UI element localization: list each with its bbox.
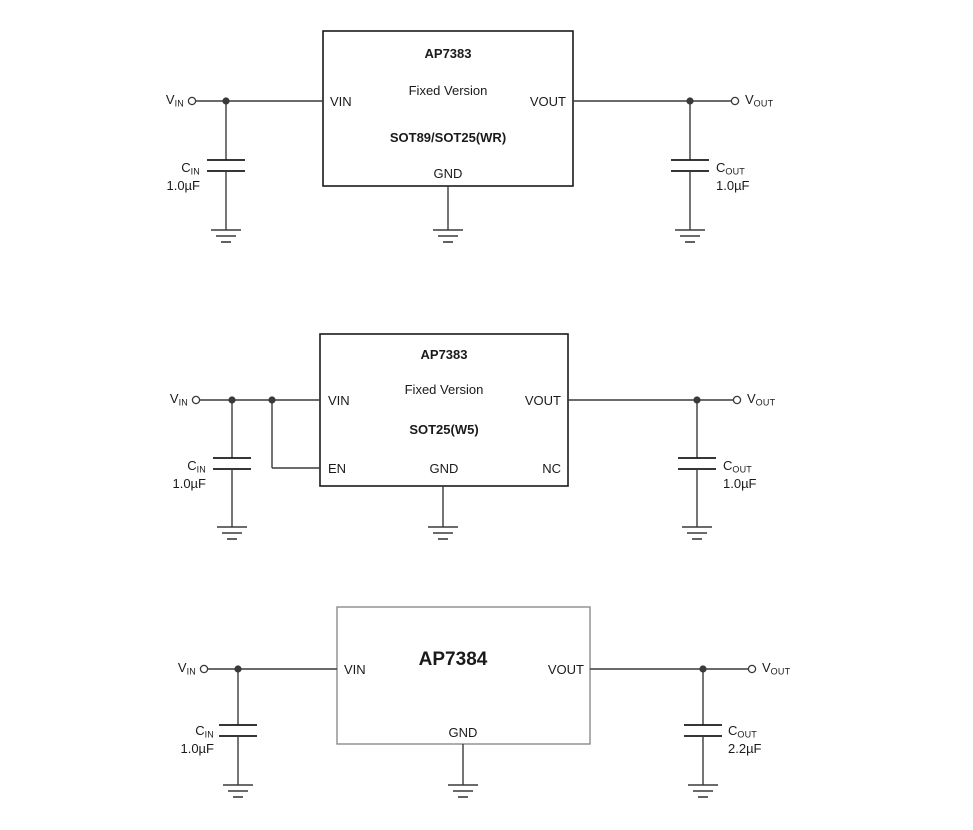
- cap-cin-name-sub-1: IN: [190, 166, 200, 177]
- node-vout-sub-2: OUT: [755, 397, 776, 408]
- node-vout-text-3: V: [762, 660, 771, 675]
- terminal-vin-2: [192, 396, 199, 403]
- cap-cin-name-sub-2: IN: [196, 464, 206, 475]
- cap-cout-value-1: 1.0µF: [716, 177, 750, 193]
- cap-cin-name-3: C: [195, 723, 205, 738]
- pin-en-2: EN: [328, 461, 347, 476]
- node-vin-text-1: V: [165, 92, 175, 107]
- node-vout-label-2: [747, 391, 775, 409]
- terminal-vin-3: [200, 665, 207, 672]
- cap-cout-label-1: [716, 160, 750, 194]
- node-vout-sub-1: OUT: [753, 98, 774, 109]
- junction-en-2: [268, 396, 275, 403]
- pin-vout-3: VOUT: [547, 662, 584, 677]
- ic-version-2: Fixed Version: [404, 382, 484, 397]
- cap-cin-value-1: 1.0µF: [166, 177, 200, 193]
- node-vout-sub-3: OUT: [770, 666, 791, 677]
- node-vin-text-2: V: [169, 391, 179, 406]
- junction-cin-1: [222, 97, 229, 104]
- cap-cout-value-2: 1.0µF: [723, 475, 757, 491]
- node-vin-label-2: [170, 391, 188, 409]
- cap-cout-name-2: C: [723, 458, 733, 473]
- ic-version-1: Fixed Version: [408, 83, 488, 98]
- ic-part-number-2: AP7383: [420, 347, 468, 362]
- pin-gnd-3: GND: [448, 725, 478, 740]
- cap-cin-label-1: [166, 160, 200, 194]
- junction-cout-3: [699, 665, 706, 672]
- node-vin-sub-3: IN: [186, 666, 196, 677]
- terminal-vout-2: [733, 396, 740, 403]
- terminal-vout-1: [731, 97, 738, 104]
- cap-cout-name-sub-2: OUT: [732, 464, 752, 475]
- node-vin-sub-2: IN: [178, 397, 188, 408]
- pin-gnd-2: GND: [429, 461, 459, 476]
- node-vin-text-3: V: [177, 660, 187, 675]
- cap-cin-value-2: 1.0µF: [172, 475, 206, 491]
- terminal-vout-3: [748, 665, 755, 672]
- pin-vin-1: VIN: [330, 94, 352, 109]
- cap-cout-label-2: [723, 458, 757, 492]
- cap-cout-value-3: 2.2µF: [728, 740, 762, 756]
- node-vin-label-1: [166, 92, 184, 110]
- junction-cout-2: [693, 396, 700, 403]
- pin-gnd-1: GND: [433, 166, 463, 181]
- node-vout-text-1: V: [745, 92, 754, 107]
- cap-cout-name-1: C: [716, 160, 726, 175]
- node-vin-sub-1: IN: [174, 98, 184, 109]
- cap-cin-value-3: 1.0µF: [180, 740, 214, 756]
- pin-vin-2: VIN: [328, 393, 350, 408]
- ic-part-number-1: AP7383: [424, 46, 472, 61]
- cap-cout-name-sub-3: OUT: [737, 729, 757, 740]
- junction-cin-2: [228, 396, 235, 403]
- cap-cin-name-1: C: [181, 160, 191, 175]
- cap-cout-name-3: C: [728, 723, 738, 738]
- pin-vout-2: VOUT: [524, 393, 561, 408]
- ic-package-2: SOT25(W5): [409, 422, 479, 437]
- node-vin-label-3: [178, 660, 196, 678]
- pin-nc-2: NC: [542, 461, 561, 476]
- cap-cout-label-3: [728, 723, 762, 757]
- node-vout-label-1: [745, 92, 773, 110]
- cap-cin-label-2: [172, 458, 206, 492]
- cap-cin-name-sub-3: IN: [204, 729, 214, 740]
- junction-cout-1: [686, 97, 693, 104]
- cap-cin-name-2: C: [187, 458, 197, 473]
- ic-part-number-3: AP7384: [418, 649, 488, 670]
- node-vout-label-3: [762, 660, 790, 678]
- pin-vout-1: VOUT: [529, 94, 566, 109]
- terminal-vin-1: [188, 97, 195, 104]
- junction-cin-3: [234, 665, 241, 672]
- node-vout-text-2: V: [747, 391, 756, 406]
- ic-package-1: SOT89/SOT25(WR): [389, 130, 507, 145]
- cap-cout-name-sub-1: OUT: [725, 166, 745, 177]
- pin-vin-3: VIN: [344, 662, 366, 677]
- cap-cin-label-3: [180, 723, 214, 757]
